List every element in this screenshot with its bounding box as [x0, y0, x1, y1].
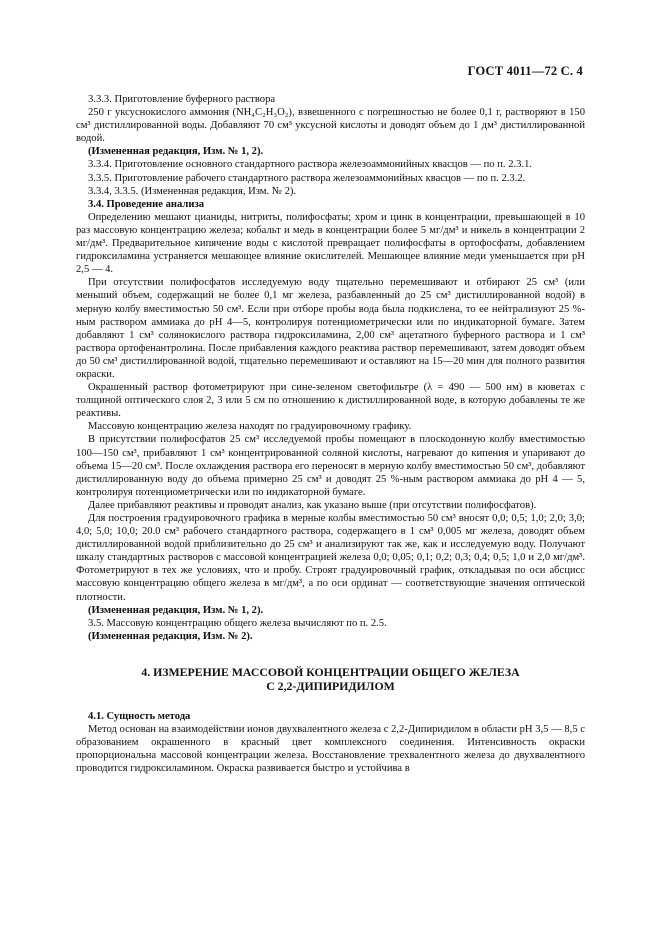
section-heading — [76, 665, 585, 694]
body-text-block — [76, 93, 585, 643]
section-heading-line-2: С 2,2-ДИПИРИДИЛОМ — [266, 679, 395, 694]
paragraph: 250 г уксуснокислого аммония (NH₄C₂H₃O₂), взвешенного с погрешностью не более 0,1 г, растворяют в 150 см³ дистиллированной воды. Добавляют 70 см³ уксусной кислоты и доводят объем до 1 дм³ дистиллированной водой. — [76, 107, 585, 145]
paragraph: В присутствии полифосфатов 25 см³ исследуемой пробы помещают в плоскодонную колбу вместимостью 100—150 см³, прибавляют 1 см³ концентрированной соляной кислоты, нагревают до кипения и упаривают до объема 15—20 см³. После охлаждения раствора его переносят в мерную колбу вместимостью 50 см³, добавляют дистиллированную воду до объема примерно 25 см³ и доводят 25 %-ным раствором аммиака до pH 4 — 5, контролируя потенциометрически или по индикаторной бумаге. — [76, 434, 585, 498]
page-header: ГОСТ 4011—72 С. 4 — [467, 64, 583, 78]
paragraph: Массовую концентрацию железа находят по градуировочному графику. — [88, 421, 412, 433]
paragraph-heading: (Измененная редакция, Изм. № 1, 2). — [88, 146, 264, 158]
document-body — [76, 93, 585, 775]
paragraph-heading: (Измененная редакция, Изм. № 1, 2). — [88, 604, 264, 616]
paragraph-heading: 3.4. Проведение анализа — [88, 198, 204, 210]
paragraph: 3.3.3. Приготовление буферного раствора — [88, 94, 276, 105]
paragraph: При отсутствии полифосфатов исследуемую воду тщательно перемешивают и отбирают 25 см³ (или меньший объем, содержащий не более 0,1 мг железа, разбавленный до 25 см³ дистиллированной водой) в мерную колбу вместимостью 50 см³. Если при отборе пробы вода была подкислена, то ее нейтрализуют 25 %-ным раствором аммиака до pH 4—5, контролируя потенциометрически или по индикаторной бумаге. Затем добавляют 1 см³ солянокислого раствора гидроксиламина, 2,00 см³ ацетатного буферного раствора и 1 см³ раствора ортофенантролина. После прибавления каждого реактива раствор перемешивают, затем доводят объем до 50 см³ дистиллированной водой, тщательно перемешивают и оставляют на 15—20 мин для полного развития окраски. — [76, 277, 585, 380]
section-heading-line-1: 4. ИЗМЕРЕНИЕ МАССОВОЙ КОНЦЕНТРАЦИИ ОБЩЕГО ЖЕЛЕЗА — [141, 664, 520, 679]
paragraph: Для построения градуировочного графика в мерные колбы вместимостью 50 см³ вносят 0,0; 0,5; 1,0; 2,0; 3,0; 4,0; 5,0; 10,0; 20.0 см³ рабочего стандартного раствора, содержащего в 1 см³ 0,005 мг железа, доводят объем дистиллированной водой приблизительно до 25 см³ и анализируют так же, как и исследуемую воду. Получают шкалу стандартных растворов с массовой концентрацией железа 0,0; 0,05; 0,1; 0,2; 0,3; 0,4; 0,5; 1,0 и 2,0 мг/дм³. Фотометрируют в тех же условиях, что и пробу. Строят градуировочный график, откладывая по оси абсцисс массовую концентрацию общего железа в мг/дм³, а по оси ординат — соответствующие значения оптической плотности. — [76, 513, 585, 603]
body-text-block — [76, 710, 585, 775]
paragraph-heading: (Измененная редакция, Изм. № 2). — [88, 630, 253, 642]
paragraph: Определению мешают цианиды, нитриты, полифосфаты; хром и цинк в концентрации, превышающей в 10 раз массовую концентрацию железа; кобальт и медь в концентрации более 5 мг/дм³ и никель в концентрации 2 мг/дм³. Предварительное кипячение воды с кислотой превращает полифосфаты в ортофосфаты, добавлением гидроксиламина устраняется мешающее влияние окислителей. Мешающее влияние меди уменьшается при pH 2,5 — 4. — [76, 211, 585, 276]
paragraph: 3.3.4, 3.3.5. (Измененная редакция, Изм. № 2). — [88, 185, 297, 197]
paragraph: Далее прибавляют реактивы и проводят анализ, как указано выше (при отсутствии полифосфатов). — [88, 499, 537, 511]
paragraph: 3.3.5. Приготовление рабочего стандартного раствора железоаммонийных квасцов — по п. 2.3.2. — [88, 172, 526, 184]
paragraph: 3.5. Массовую концентрацию общего железа вычисляют по п. 2.5. — [88, 617, 387, 629]
paragraph-heading: 4.1. Сущность метода — [88, 710, 191, 722]
paragraph: 3.3.4. Приготовление основного стандартного раствора железоаммонийных квасцов — по п. 2.3.1. — [88, 159, 533, 171]
paragraph: Окрашенный раствор фотометрируют при сине-зеленом светофильтре (λ = 490 — 500 нм) в кюветах с толщиной оптического слоя 2, 3 или 5 см по отношению к дистиллированной воде, в которую добавлены те же реактивы. — [76, 382, 585, 420]
paragraph: Метод основан на взаимодействии ионов двухвалентного железа с 2,2-Дипиридилом в области pH 3,5 — 8,5 с образованием окрашенного в красный цвет комплексного соединения. Интенсивность окраски пропорциональна массовой концентрации железа. Восстановление трехвалентного железа до двухвалентного проводится гидроксиламином. Окраска развивается быстро и устойчива в — [76, 724, 585, 775]
